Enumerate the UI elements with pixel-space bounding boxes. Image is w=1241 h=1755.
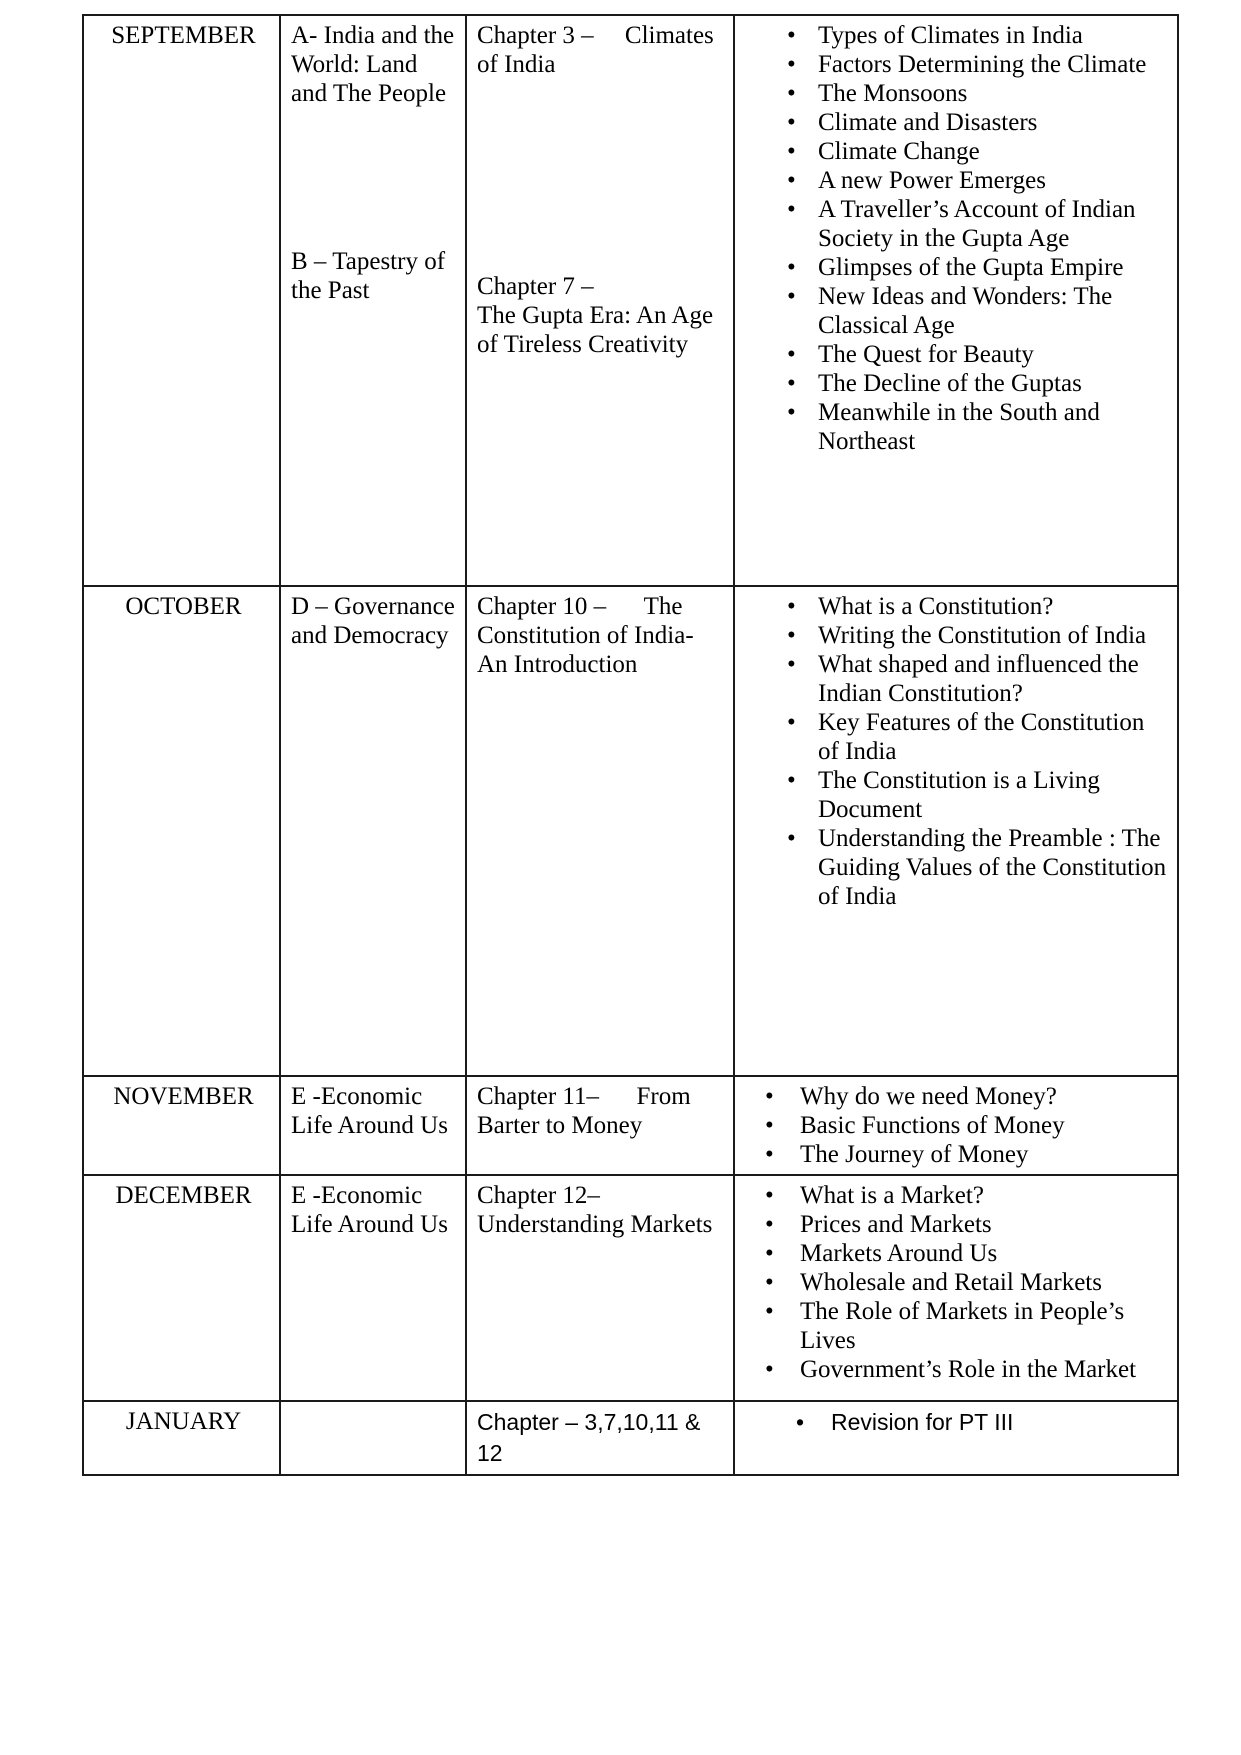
topic-item: • Basic Functions of Money bbox=[765, 1111, 1171, 1140]
month-label: NOVEMBER bbox=[113, 1083, 254, 1110]
chapter-cell bbox=[466, 1076, 734, 1175]
topic-item: • Why do we need Money? bbox=[765, 1082, 1171, 1111]
month-label: JANUARY bbox=[125, 1408, 242, 1435]
topic-item: • Factors Determining the Climate bbox=[787, 50, 1171, 79]
topic-item: • Revision for PT III bbox=[796, 1407, 1171, 1438]
topics-cell bbox=[734, 1401, 1178, 1475]
text-line: A- India and the bbox=[291, 22, 455, 49]
month-cell bbox=[83, 15, 280, 586]
month-label: SEPTEMBER bbox=[111, 22, 256, 49]
topic-item: • Writing the Constitution of India bbox=[787, 621, 1171, 650]
topic-item: • Understanding the Preamble : The Guiding Values of the Constitution of India bbox=[787, 824, 1171, 911]
topic-item: • Climate and Disasters bbox=[787, 108, 1171, 137]
text-line: Life Around Us bbox=[291, 1112, 448, 1139]
month-label: DECEMBER bbox=[115, 1182, 252, 1209]
topic-list bbox=[745, 21, 1171, 166]
chapter-cell bbox=[466, 1175, 734, 1401]
topic-item: • Types of Climates in India bbox=[787, 21, 1171, 50]
theme-text bbox=[291, 592, 459, 650]
text-line: the Past bbox=[291, 277, 370, 304]
month-cell bbox=[83, 586, 280, 1076]
topic-list bbox=[745, 166, 1171, 456]
chapter-cell bbox=[466, 586, 734, 1076]
topic-list bbox=[745, 1181, 1171, 1384]
chapter-cell bbox=[466, 15, 734, 586]
topics-cell bbox=[734, 1076, 1178, 1175]
text-line: Chapter 12– bbox=[477, 1182, 600, 1209]
theme-cell bbox=[280, 1175, 466, 1401]
topic-item: • Glimpses of the Gupta Empire bbox=[787, 253, 1171, 282]
theme-cell bbox=[280, 15, 466, 586]
chapter-text bbox=[477, 272, 727, 359]
theme-cell bbox=[280, 1076, 466, 1175]
chapter-cell bbox=[466, 1401, 734, 1475]
month-cell bbox=[83, 1076, 280, 1175]
theme-cell bbox=[280, 1401, 466, 1475]
chapter-text bbox=[477, 1082, 727, 1140]
text-line: Barter to Money bbox=[477, 1112, 643, 1139]
text-line: An Introduction bbox=[477, 651, 638, 678]
syllabus-table bbox=[82, 14, 1179, 1476]
text-line: E -Economic bbox=[291, 1083, 423, 1110]
topic-list bbox=[745, 1082, 1171, 1169]
topic-item: • Prices and Markets bbox=[765, 1210, 1171, 1239]
topics-cell bbox=[734, 1175, 1178, 1401]
text-line: of India bbox=[477, 51, 556, 78]
table-row bbox=[83, 1175, 1178, 1401]
chapter-text bbox=[477, 21, 727, 79]
topic-list bbox=[745, 1407, 1171, 1438]
topic-item: • Markets Around Us bbox=[765, 1239, 1171, 1268]
topic-item: • What shaped and influenced the Indian Constitution? bbox=[787, 650, 1171, 708]
topic-item: • The Monsoons bbox=[787, 79, 1171, 108]
theme-text bbox=[291, 21, 459, 108]
topic-item: • What is a Constitution? bbox=[787, 592, 1171, 621]
topic-item: • Government’s Role in the Market bbox=[765, 1355, 1171, 1384]
month-label: OCTOBER bbox=[125, 593, 242, 620]
topic-item: • The Quest for Beauty bbox=[787, 340, 1171, 369]
text-line: 12 bbox=[477, 1440, 503, 1466]
text-line: D – Governance bbox=[291, 593, 455, 620]
month-cell bbox=[83, 1401, 280, 1475]
topic-item: • Wholesale and Retail Markets bbox=[765, 1268, 1171, 1297]
topic-item: • What is a Market? bbox=[765, 1181, 1171, 1210]
chapter-text bbox=[477, 1407, 727, 1469]
topic-item: • The Journey of Money bbox=[765, 1140, 1171, 1169]
text-line: and The People bbox=[291, 80, 447, 107]
chapter-text bbox=[477, 1181, 727, 1239]
table-row bbox=[83, 586, 1178, 1076]
table-row bbox=[83, 15, 1178, 586]
topic-list bbox=[745, 592, 1171, 911]
text-line: Chapter 3 – Climates bbox=[477, 22, 714, 49]
topic-item: • The Role of Markets in People’s Lives bbox=[765, 1297, 1171, 1355]
topic-item: • A Traveller’s Account of Indian Society in the Gupta Age bbox=[787, 195, 1171, 253]
text-line: B – Tapestry of bbox=[291, 248, 446, 275]
topic-item: • New Ideas and Wonders: The Classical Age bbox=[787, 282, 1171, 340]
text-line: Chapter – 3,7,10,11 & bbox=[477, 1409, 701, 1435]
theme-text bbox=[291, 1082, 459, 1140]
text-line: Constitution of India- bbox=[477, 622, 694, 649]
month-cell bbox=[83, 1175, 280, 1401]
theme-text bbox=[291, 247, 459, 305]
text-line: Chapter 7 – bbox=[477, 273, 594, 300]
topic-item: • Meanwhile in the South and Northeast bbox=[787, 398, 1171, 456]
topic-item: • The Decline of the Guptas bbox=[787, 369, 1171, 398]
text-line: E -Economic bbox=[291, 1182, 423, 1209]
topics-cell bbox=[734, 15, 1178, 586]
topic-item: • Climate Change bbox=[787, 137, 1171, 166]
table-row bbox=[83, 1076, 1178, 1175]
text-line: Understanding Markets bbox=[477, 1211, 713, 1238]
text-line: Life Around Us bbox=[291, 1211, 448, 1238]
topics-cell bbox=[734, 586, 1178, 1076]
topic-item: • The Constitution is a Living Document bbox=[787, 766, 1171, 824]
text-line: and Democracy bbox=[291, 622, 449, 649]
theme-text bbox=[291, 1181, 459, 1239]
text-line: of Tireless Creativity bbox=[477, 331, 689, 358]
text-line: Chapter 11– From bbox=[477, 1083, 691, 1110]
text-line: The Gupta Era: An Age bbox=[477, 302, 714, 329]
text-line: World: Land bbox=[291, 51, 418, 78]
table-row bbox=[83, 1401, 1178, 1475]
topic-item: • A new Power Emerges bbox=[787, 166, 1171, 195]
text-line: Chapter 10 – The bbox=[477, 593, 683, 620]
topic-item: • Key Features of the Constitution of India bbox=[787, 708, 1171, 766]
chapter-text bbox=[477, 592, 727, 679]
theme-cell bbox=[280, 586, 466, 1076]
